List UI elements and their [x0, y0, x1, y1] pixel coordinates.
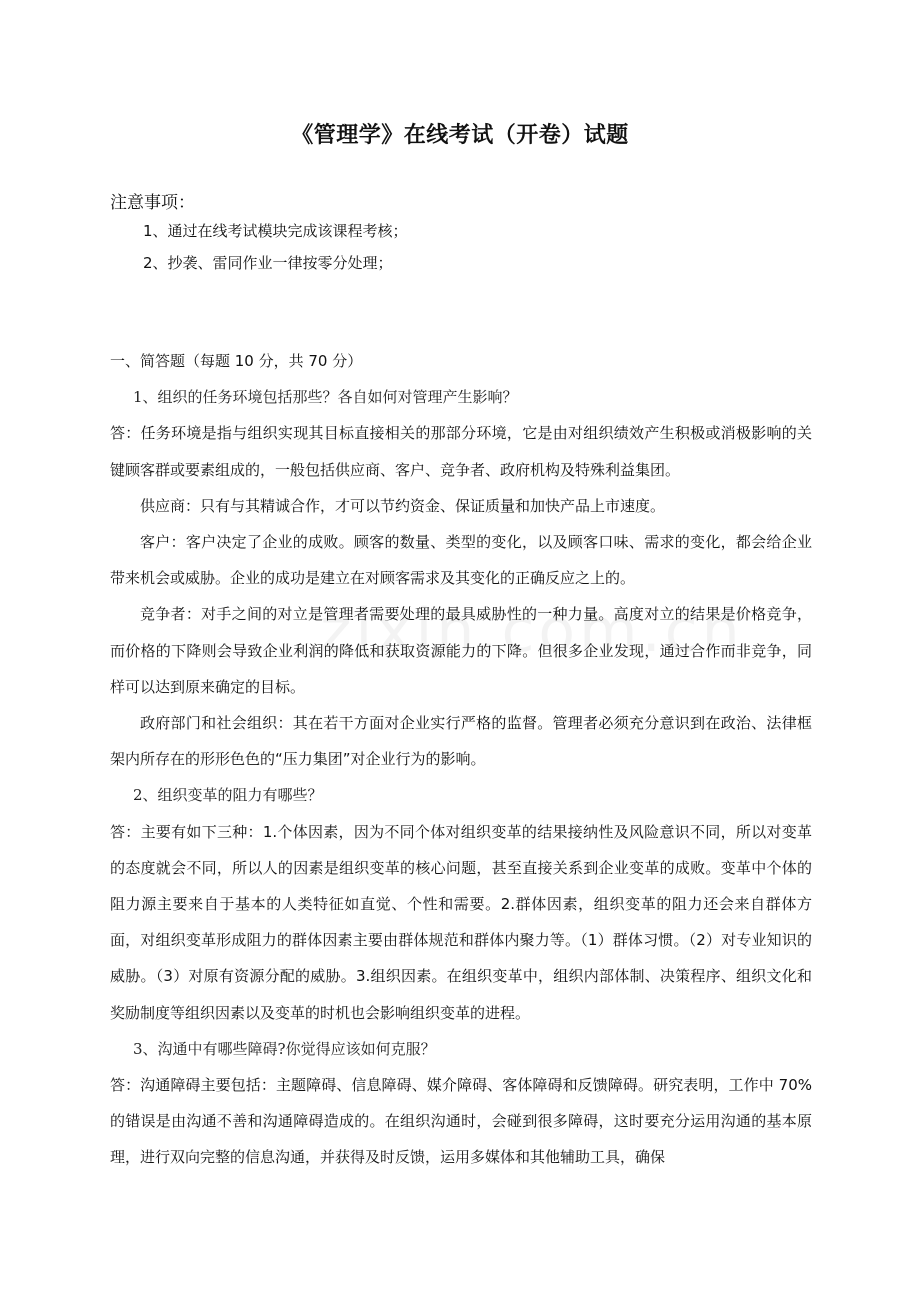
question-1: 1、组织的任务环境包括那些？各自如何对管理产生影响？	[133, 388, 518, 407]
note-item: 1、通过在线考试模块完成该课程考核；	[143, 222, 408, 240]
page-title: 《管理学》在线考试（开卷）试题	[291, 123, 629, 148]
exam-content	[110, 343, 812, 1176]
question-2: 2、组织变革的阻力有哪些？	[133, 786, 323, 805]
question-3: 3、沟通中有哪些障碍?你觉得应该如何克服？	[133, 1039, 436, 1058]
answer-1-competitors: 竞争者：对手之间的对立是管理者需要处理的最具威胁性的一种力量。高度对立的结果是价格竞争，而价格的下降则会导致企业利润的降低和获取资源能力的下降。但很多企业发现，通过合作而非竞争，同样可以达到原来确定的目标。	[110, 605, 812, 696]
answer-1-government: 政府部门和社会组织：其在若干方面对企业实行严格的监督。管理者必须充分意识到在政治、法律框架内所存在的形形色色的“压力集团”对企业行为的影响。	[110, 714, 812, 769]
section-heading: 一、简答题（每题 10 分，共 70 分）	[110, 352, 363, 370]
answer-1-customers: 客户：客户决定了企业的成败。顾客的数量、类型的变化，以及顾客口味、需求的变化，都会给企业带来机会或威胁。企业的成功是建立在对顾客需求及其变化的正确反应之上的。	[110, 533, 812, 588]
note-item: 2、抄袭、雷同作业一律按零分处理；	[143, 254, 393, 272]
notes-heading: 注意事项：	[110, 193, 195, 213]
answer-1: 答：任务环境是指与组织实现其目标直接相关的那部分环境，它是由对组织绩效产生积极或消极影响的关键顾客群或要素组成的，一般包括供应商、客户、竞争者、政府机构及特殊利益集团。	[110, 424, 812, 479]
answer-2: 答：主要有如下三种：1.个体因素，因为不同个体对组织变革的结果接纳性及风险意识不同，所以对变革的态度就会不同，所以人的因素是组织变革的核心问题，甚至直接关系到企业变革的成败。变革中个体的阻力源主要来自于基本的人类特征如直觉、个性和需要。2.群体因素，组织变革的阻力还会来自群体方面，对组织变革形成阻力的群体因素主要由群体规范和群体内聚力等。（1）群体习惯。（2）对专业知识的威胁。（3）对原有资源分配的威胁。3.组织因素。在组织变革中，组织内部体制、决策程序、组织文化和奖励制度等组织因素以及变革的时机也会影响组织变革的进程。	[110, 822, 812, 1022]
answer-3: 答：沟通障碍主要包括：主题障碍、信息障碍、媒介障碍、客体障碍和反馈障碍。研究表明，工作中 70%的错误是由沟通不善和沟通障碍造成的。在组织沟通时，会碰到很多障碍，这时要充分运用沟通的基本原理，进行双向完整的信息沟通，并获得及时反馈，运用多媒体和其他辅助工具，确保	[110, 1076, 812, 1167]
answer-1-suppliers: 供应商：只有与其精诚合作，才可以节约资金、保证质量和加快产品上市速度。	[140, 496, 666, 515]
